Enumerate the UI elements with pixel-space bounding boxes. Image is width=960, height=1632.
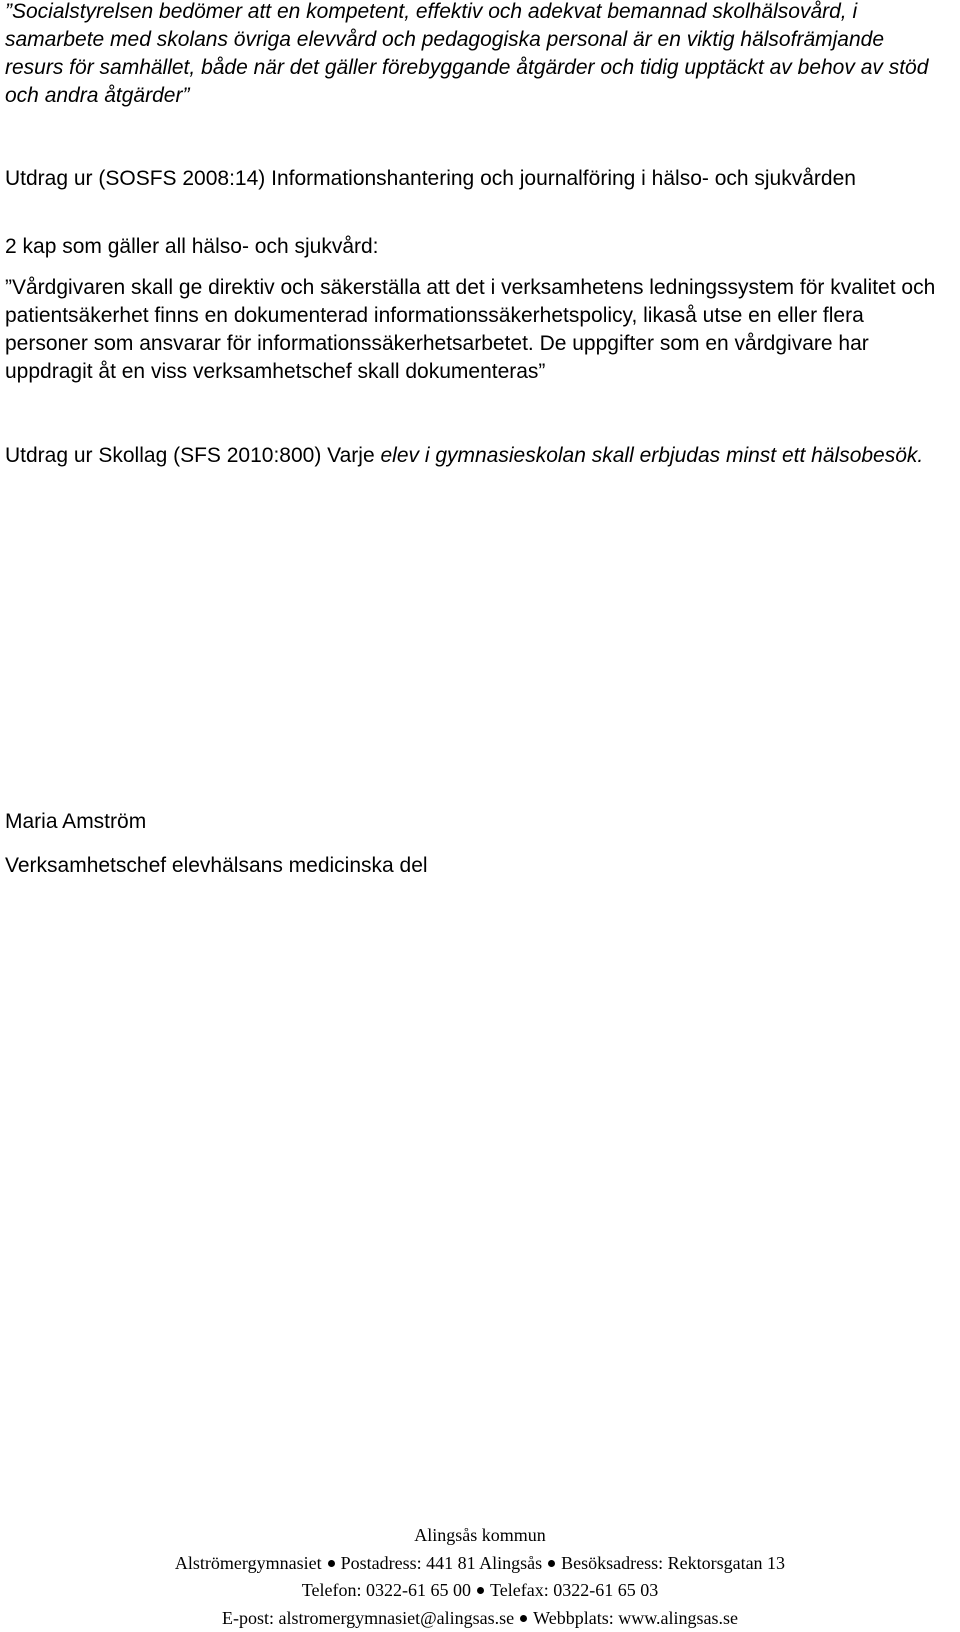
footer-fax: Telefax: 0322-61 65 03 <box>490 1580 658 1600</box>
skollag-excerpt-prefix: Utdrag ur Skollag (SFS 2010:800) Varje <box>5 444 380 467</box>
footer-postal-address: Postadress: 441 81 Alingsås <box>341 1553 543 1573</box>
footer-phone-line <box>0 1577 960 1605</box>
bullet-separator-icon <box>477 1587 484 1594</box>
footer-phone: Telefon: 0322-61 65 00 <box>302 1580 471 1600</box>
footer-address-line <box>0 1550 960 1578</box>
bullet-separator-icon <box>328 1560 335 1567</box>
footer-organization: Alingsås kommun <box>0 1522 960 1550</box>
footer-contact-line <box>0 1605 960 1632</box>
chapter-2-heading: 2 kap som gäller all hälso- och sjukvård: <box>5 233 940 261</box>
footer-website: Webbplats: www.alingsas.se <box>533 1608 738 1628</box>
footer-school: Alströmergymnasiet <box>175 1553 322 1573</box>
vardgivaren-quote: ”Vårdgivaren skall ge direktiv och säkerställa att det i verksamhetens ledningssystem för kvalitet och patientsäkerhet finns en dokumenterad informationssäkerhetspolicy, likaså utse en eller flera personer som ansvarar för informationssäkerhetsarbetet. De uppgifter som en vårdgivare har uppdragit åt en viss verksamhetschef skall dokumenteras” <box>5 274 940 386</box>
footer-visiting-address: Besöksadress: Rektorsgatan 13 <box>561 1553 785 1573</box>
bullet-separator-icon <box>548 1560 555 1567</box>
signature-title: Verksamhetschef elevhälsans medicinska del <box>5 852 940 880</box>
signature-name: Maria Amström <box>5 808 940 836</box>
sosfs-excerpt-heading: Utdrag ur (SOSFS 2008:14) Informationshantering och journalföring i hälso- och sjukvården <box>5 165 940 193</box>
skollag-excerpt <box>5 442 940 470</box>
socialstyrelsen-quote: ”Socialstyrelsen bedömer att en kompetent, effektiv och adekvat bemannad skolhälsovård, i samarbete med skolans övriga elevvård och pedagogiska personal är en viktig hälsofrämjande resurs för samhället, både när det gäller förebyggande åtgärder och tidig upptäckt av behov av stöd och andra åtgärder” <box>5 0 940 110</box>
bullet-separator-icon <box>520 1615 527 1622</box>
footer-email: E-post: alstromergymnasiet@alingsas.se <box>222 1608 514 1628</box>
skollag-excerpt-italic: elev i gymnasieskolan skall erbjudas minst ett hälsobesök. <box>380 444 923 467</box>
page-footer <box>0 1522 960 1632</box>
